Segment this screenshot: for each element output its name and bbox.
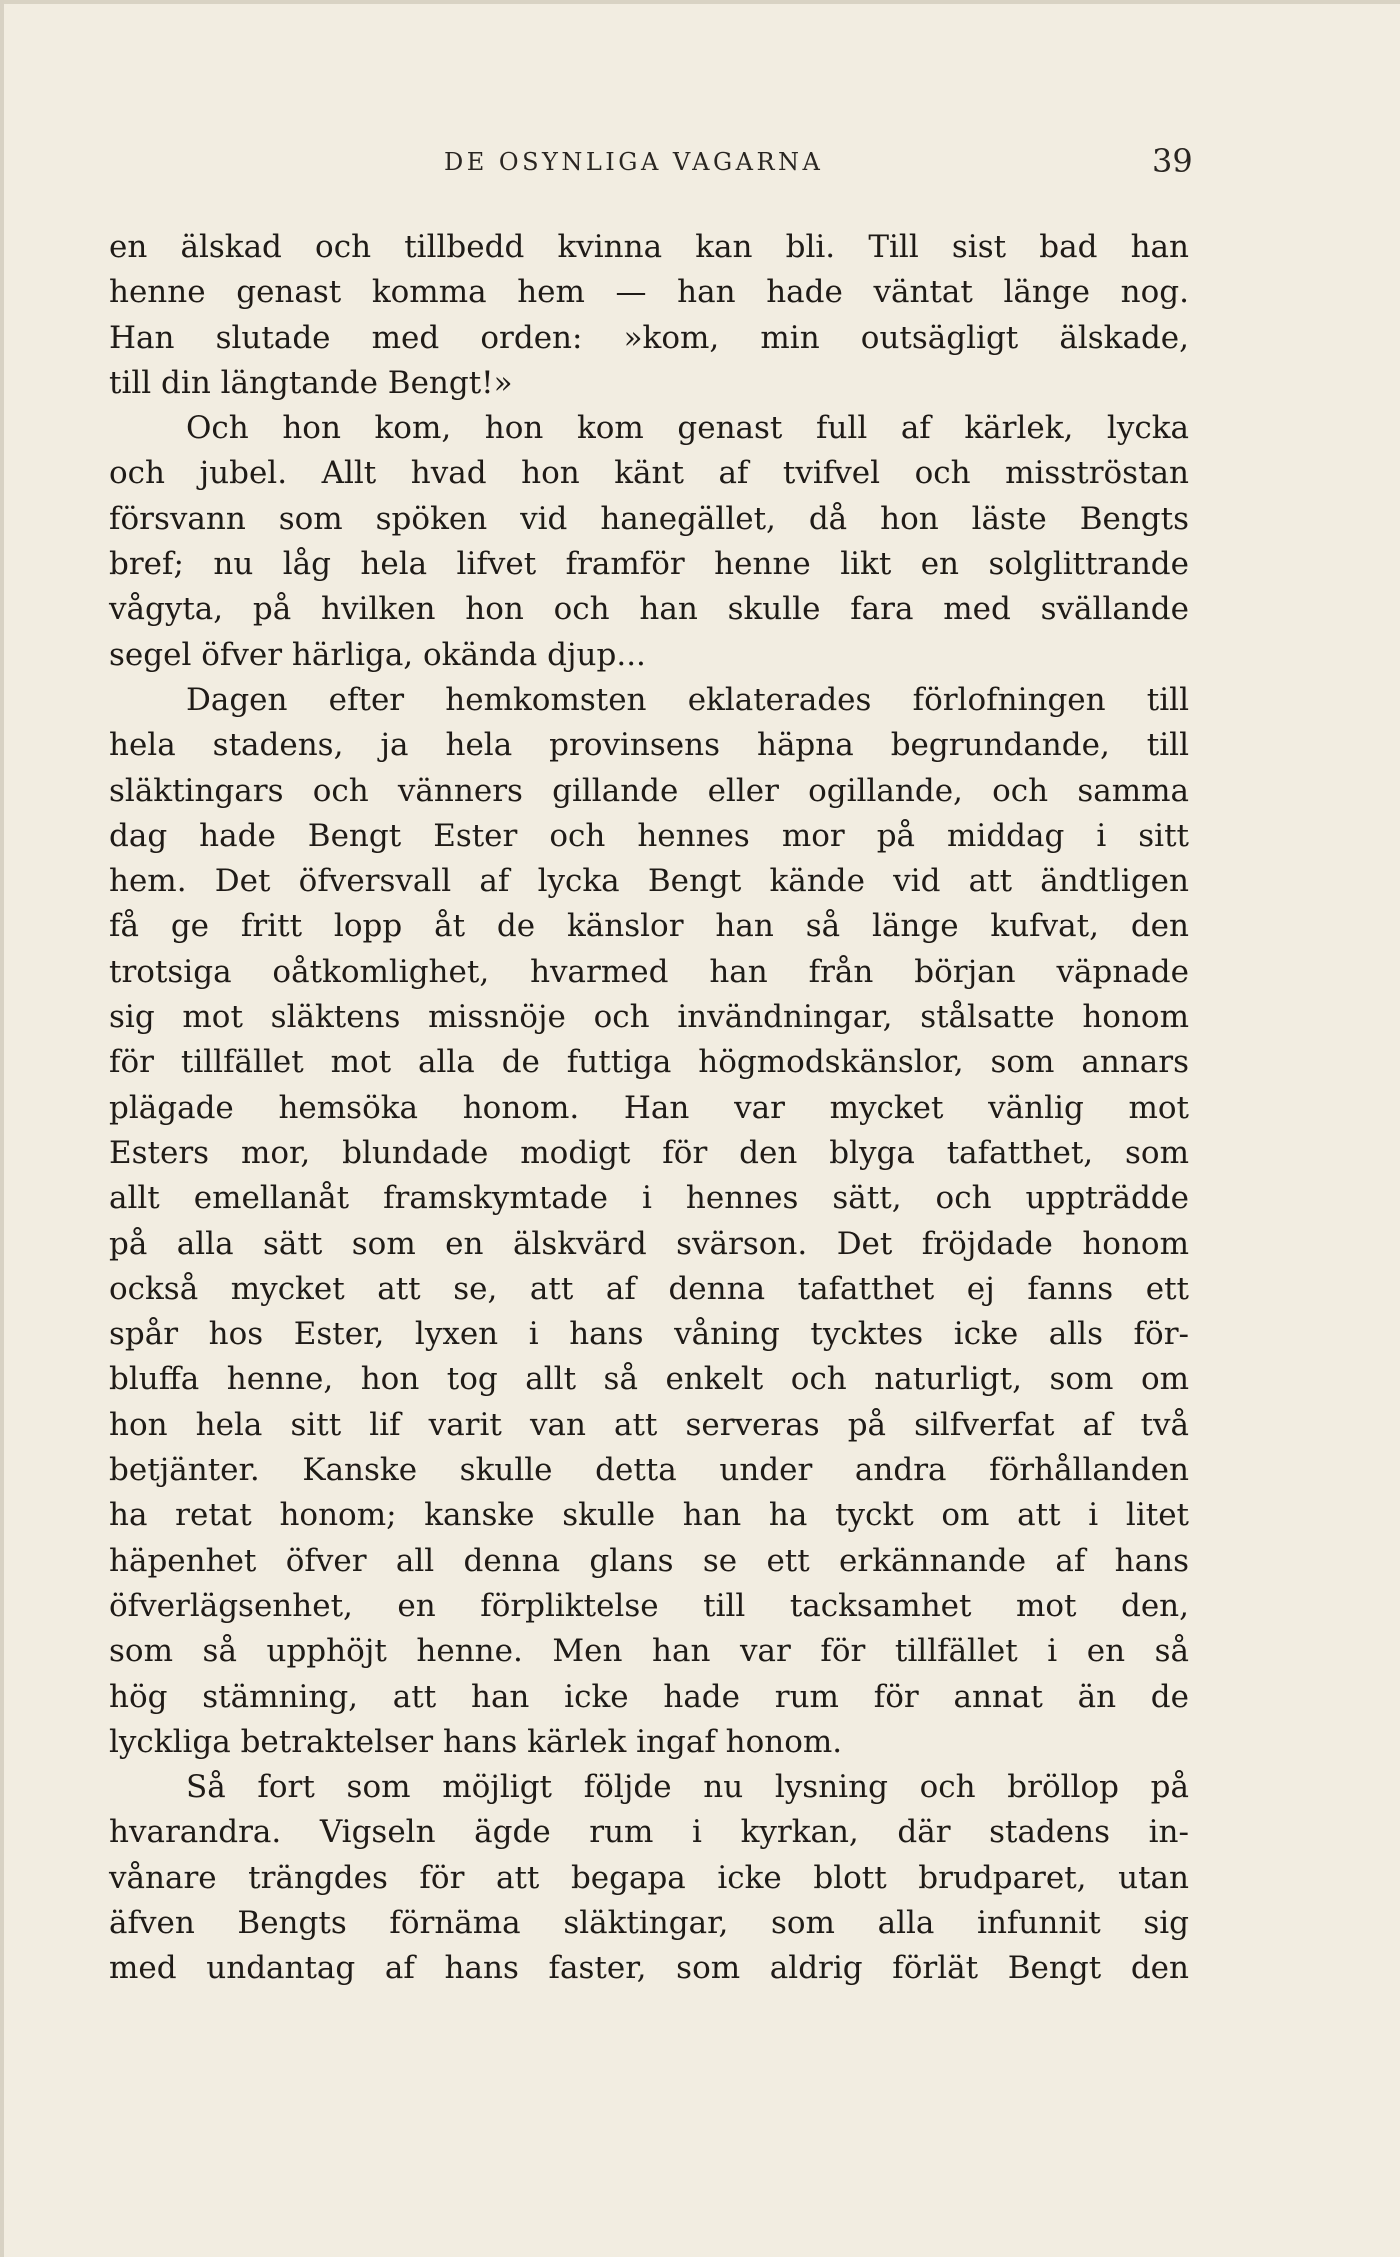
page-number: 39 (1152, 142, 1193, 180)
text-line: på alla sätt som en älskvärd svärson. Det fröjdade honom (109, 1225, 1189, 1262)
text-line: lyckliga betraktelser hans kärlek ingaf honom. (109, 1723, 843, 1760)
text-line: bref; nu låg hela lifvet framför henne likt en solglittrande (109, 546, 1189, 583)
text-line: bluffa henne, hon tog allt så enkelt och naturligt, som om (109, 1361, 1189, 1398)
text-line: dag hade Bengt Ester och hennes mor på middag i sitt (109, 817, 1189, 854)
text-line: Esters mor, blundade modigt för den blyga tafatthet, som (109, 1134, 1189, 1171)
text-line: allt emellanåt framskymtade i hennes sätt, och uppträdde (109, 1180, 1189, 1217)
text-line: öfverlägsenhet, en förpliktelse till tacksamhet mot den, (109, 1587, 1189, 1624)
text-line: Han slutade med orden: »kom, min outsägligt älskade, (109, 319, 1189, 356)
text-line: vånare trängdes för att begapa icke blott brudparet, utan (109, 1859, 1189, 1896)
text-line: med undantag af hans faster, som aldrig förlät Bengt den (109, 1950, 1189, 1987)
text-line: och jubel. Allt hvad hon känt af tvifvel och misströstan (109, 455, 1189, 492)
text-line: spår hos Ester, lyxen i hans våning tycktes icke alls för- (109, 1316, 1189, 1353)
text-line: hela stadens, ja hela provinsens häpna begrundande, till (109, 727, 1189, 764)
text-line: betjänter. Kanske skulle detta under andra förhållanden (109, 1452, 1189, 1489)
text-line: släktingars och vänners gillande eller ogillande, och samma (109, 772, 1189, 809)
text-line: som så upphöjt henne. Men han var för tillfället i en så (109, 1633, 1189, 1670)
page-top-edge (4, 0, 1400, 4)
text-line: Dagen efter hemkomsten eklaterades förlofningen till (186, 681, 1189, 718)
text-line: Och hon kom, hon kom genast full af kärlek, lycka (186, 410, 1189, 447)
text-line: också mycket att se, att af denna tafatthet ej fanns ett (109, 1270, 1189, 1307)
text-line: vågyta, på hvilken hon och han skulle fara med svällande (109, 591, 1189, 628)
text-line: för tillfället mot alla de futtiga högmodskänslor, som annars (109, 1044, 1189, 1081)
text-line: henne genast komma hem — han hade väntat länge nog. (109, 274, 1189, 311)
page-header (4, 142, 1400, 188)
text-line: sig mot släktens missnöje och invändningar, stålsatte honom (109, 999, 1189, 1036)
running-title: DE OSYNLIGA VAGARNA (444, 148, 824, 176)
text-line: äfven Bengts förnäma släktingar, som alla infunnit sig (109, 1904, 1189, 1941)
text-line: häpenhet öfver all denna glans se ett erkännande af hans (109, 1542, 1189, 1579)
text-line: ha retat honom; kanske skulle han ha tyckt om att i litet (109, 1497, 1189, 1534)
text-line: hem. Det öfversvall af lycka Bengt kände vid att ändtligen (109, 863, 1189, 900)
text-line: hvarandra. Vigseln ägde rum i kyrkan, där stadens in- (109, 1814, 1189, 1851)
text-line: en älskad och tillbedd kvinna kan bli. Till sist bad han (109, 229, 1189, 265)
body-text (109, 225, 1189, 1992)
text-line: få ge fritt lopp åt de känslor han så länge kufvat, den (109, 908, 1189, 945)
text-line: trotsiga oåtkomlighet, hvarmed han från början väpnade (109, 953, 1189, 990)
text-line: hon hela sitt lif varit van att serveras på silfverfat af två (109, 1406, 1189, 1443)
text-line: Så fort som möjligt följde nu lysning och bröllop på (186, 1769, 1189, 1806)
text-line: hög stämning, att han icke hade rum för annat än de (109, 1678, 1189, 1715)
text-line: segel öfver härliga, okända djup... (109, 636, 646, 673)
text-line: plägade hemsöka honom. Han var mycket vänlig mot (109, 1089, 1189, 1126)
text-line: försvann som spöken vid hanegället, då hon läste Bengts (109, 500, 1189, 537)
text-line: till din längtande Bengt!» (109, 364, 513, 401)
